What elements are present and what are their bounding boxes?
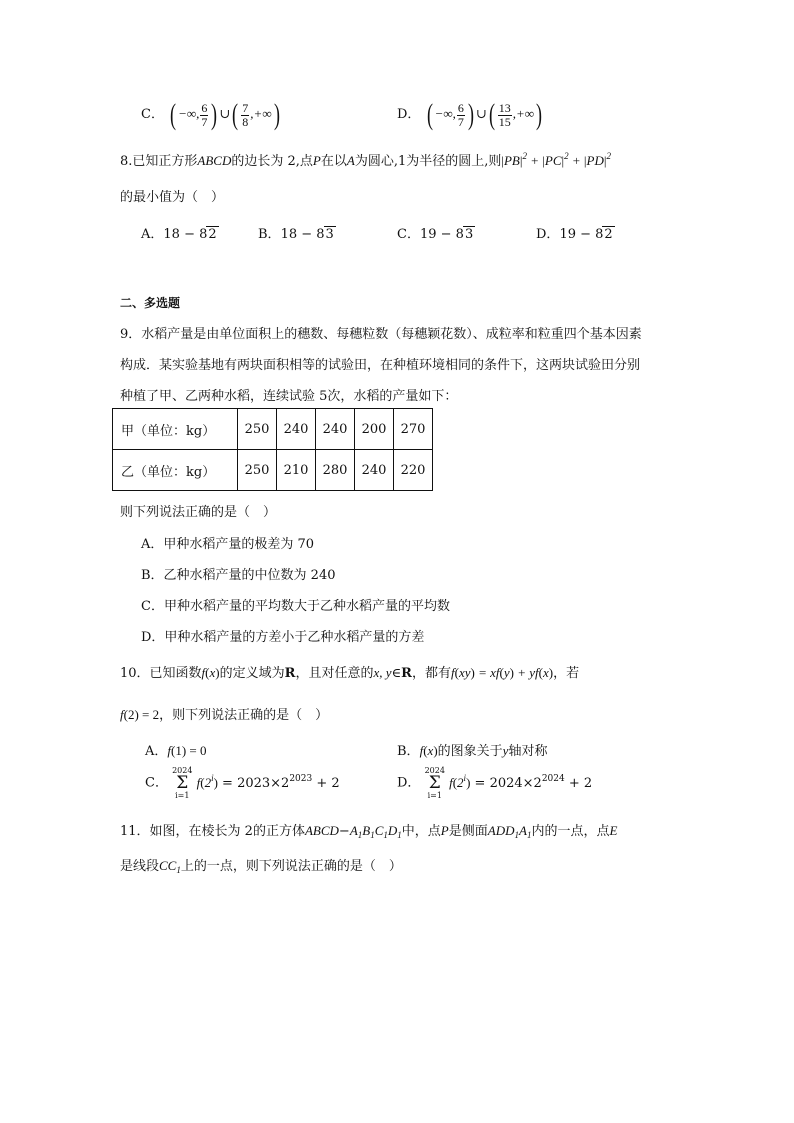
table-cell: 220 (394, 450, 433, 491)
q9-option-d: D．甲种水稻产量的方差小于乙种水稻产量的方差 (141, 630, 425, 645)
table-cell: 200 (355, 409, 394, 450)
q10-line2: f(2) = 2，则下列说法正确的是（ ） (120, 707, 329, 723)
q10-option-a-label: A． (145, 744, 168, 759)
q11-line2: 是线段$CC_1$上的一点，则下列说法正确的是（ ） (120, 858, 402, 875)
sigma-icon: 2024 Σ i=1 (424, 766, 445, 800)
yield-table (112, 408, 433, 491)
sigma-icon: 2024 Σ i=1 (172, 766, 193, 800)
q7-option-d (397, 100, 544, 130)
table-row-header: 乙（单位：kg） (113, 450, 238, 491)
q8-option-a-label: A． (141, 227, 164, 242)
table-cell: 240 (316, 409, 355, 450)
q8-option-b-label: B． (258, 227, 281, 242)
table-row-header: 甲（单位：kg） (113, 409, 238, 450)
q10-line1: 10．已知函数f(x)的定义域为R，且对任意的x, y∈R，都有f(xy) = xf(y) + yf(x)，若 (120, 665, 580, 681)
q9-line2: 构成．某实验基地有两块面积相等的试验田，在种植环境相同的条件下，这两块试验田分别 (120, 358, 641, 373)
q10-option-b-label: B． (397, 744, 420, 759)
q9-option-a: A．甲种水稻产量的极差为 70 (141, 537, 315, 552)
q9-line1: 9．水稻产量是由单位面积上的穗数、每穗粒数（每穗颖花数）、成粒率和粒重四个基本因素 (120, 327, 642, 342)
q9-question: 则下列说法正确的是（ ） (120, 505, 277, 520)
table-row (113, 409, 433, 450)
q9-option-b: B．乙种水稻产量的中位数为 240 (141, 568, 336, 583)
q8-stem-line1: 8.已知正方形ABCD的边长为 2,点P在以A为圆心,1为半径的圆上,则$|PB|^2 + |PC|^2 + |PD|^2$ (120, 151, 611, 169)
q8-option-c-label: C． (397, 227, 420, 242)
q8-option-b: B．18 − 83 (258, 227, 334, 242)
q10-option-b: B．f(x)的图象关于y轴对称 (397, 743, 548, 759)
q7-option-c (141, 100, 282, 130)
table-cell: 280 (316, 450, 355, 491)
q10-option-c-label: C． (145, 775, 168, 791)
q7-option-c-label: C． (141, 106, 164, 122)
table-row (113, 450, 433, 491)
q9-option-c: C．甲种水稻产量的平均数大于乙种水稻产量的平均数 (141, 599, 450, 614)
table-cell: 240 (355, 450, 394, 491)
table-cell: 240 (277, 409, 316, 450)
q10-option-a: A．f(1) = 0 (145, 743, 207, 759)
q9-line3: 种植了甲、乙两种水稻，连续试验 5次，水稻的产量如下： (120, 389, 458, 404)
table-cell: 250 (238, 450, 277, 491)
q10-option-d-label: D． (397, 775, 421, 791)
q7-option-d-label: D． (397, 106, 421, 122)
table-cell: 270 (394, 409, 433, 450)
q11-line1: 11．如图，在棱长为 2的正方体$ABCD-A_1B_1C_1D_1$中，点P是侧面$ADD_1A_1$内的一点，点E (120, 823, 618, 840)
q8-stem-line2: 的最小值为（ ） (120, 190, 225, 205)
q8-option-d-label: D． (536, 227, 560, 242)
q8-option-d: D．19 − 82 (536, 227, 613, 242)
table-cell: 250 (238, 409, 277, 450)
section-title: 二、多选题 (120, 296, 181, 310)
q8-option-a: A．18 − 82 (141, 227, 217, 242)
q10-option-d: D． 2024 Σ i=1 $f(2^i) = 2024\times 2^{2024} + 2$ (397, 766, 593, 800)
q7-option-d-math: ( −∞, $\frac{6}{7}$ ) ∪( $\frac{13}{15}$ ,+∞) (426, 98, 543, 131)
q10-option-c: C． 2024 Σ i=1 $f(2^i) = 2023\times 2^{2023} + 2$ (145, 766, 340, 800)
table-cell: 210 (277, 450, 316, 491)
q7-option-c-math: ( −∞, $\frac{6}{7}$ ) ∪( $\frac{7}{8}$ ,+∞) (170, 98, 280, 131)
q8-option-c: C．19 − 83 (397, 227, 474, 242)
